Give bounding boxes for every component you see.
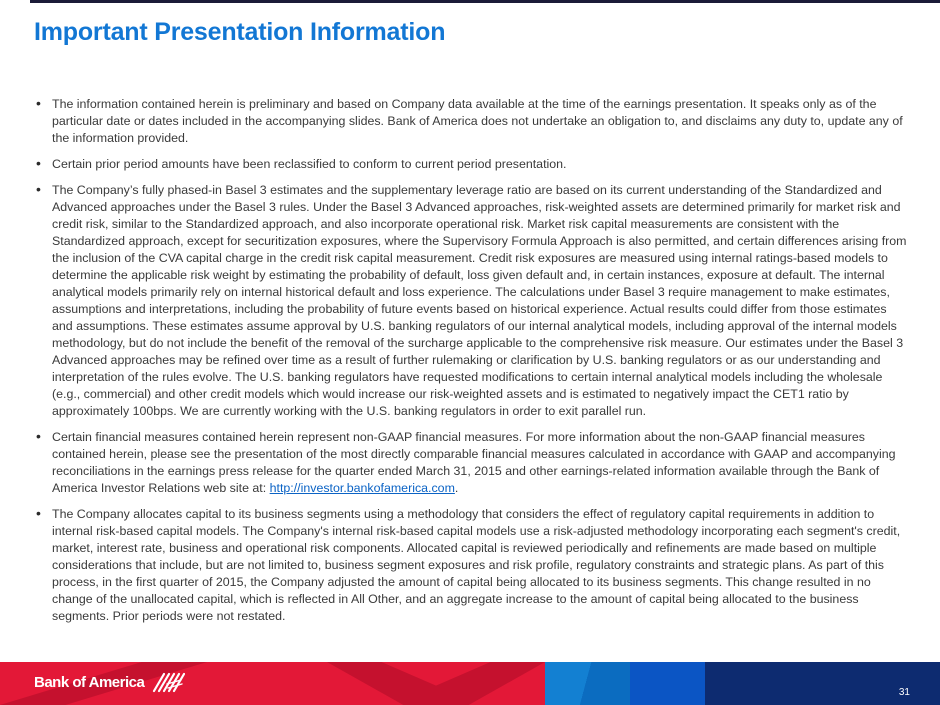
bullet-text: Certain prior period amounts have been reclassified to conform to current period presentation. (52, 157, 567, 171)
bullet-text: Certain financial measures contained herein represent non-GAAP financial measures. For more information about the non-GAAP financial measures contained herein, please see the presentation of the most directly comparable financial measures calculated in accordance with GAAP and accompanying reconciliations in the earnings press release for the quarter ended March 31, 2015 and other earnings-related information available through the Bank of America Investor Relations web site at: (52, 430, 896, 495)
flagscape-icon (151, 671, 185, 693)
bullet-icon: • (36, 155, 41, 171)
bullet-item (36, 429, 910, 497)
bullet-icon: • (36, 181, 41, 197)
logo-text: Bank of America (34, 673, 145, 691)
bullet-item (36, 182, 910, 420)
bullet-item (36, 96, 910, 147)
footer-blue-band-royal (630, 662, 705, 705)
bullet-list (36, 96, 910, 634)
bullet-text: . (454, 481, 459, 495)
top-accent-bar (30, 0, 940, 3)
bullet-text: The Company’s fully phased-in Basel 3 estimates and the supplementary leverage ratio are based on its current understanding of the Standardized and Advanced approaches under the Basel 3 rules. Under the Basel 3 Advanced approaches, risk-weighted assets are determined primarily for market risk and credit risk, similar to the Standardized approach, and also incorporate operational risk. Market risk capital measurements are consistent with the Standardized approach, except for securitization exposures, where the Supervisory Formula Approach is also permitted, and certain differences arising from the inclusion of the CVA capital charge in the credit risk capital measurement. Credit risk exposures are measured using internal ratings-based models to determine the applicable risk weight by estimating the probability of default, loss given default and, in certain instances, exposure at default. The internal analytical models primarily rely on internal historical default and loss experience. The calculations under Basel 3 require management to make estimates, assumptions and interpretations, including the probability of future events based on historical experience. Actual results could differ from those estimates and assumptions. These estimates assume approval by U.S. banking regulators of our internal analytical models, including approval of the internal models methodology, but do not include the benefit of the removal of the surcharge applicable to the comprehensive risk measure. Our estimates under the Basel 3 Advanced approaches may be refined over time as a result of further rulemaking or clarification by U.S. banking regulators or as our understanding and interpretation of the rules evolve. The U.S. banking regulators have requested modifications to certain internal analytical models including the wholesale (e.g., commercial) and other credit models which would increase our risk-weighted assets and is estimated to negatively impact the CET1 ratio by approximately 100bps. We are currently working with the U.S. banking regulators in order to exit parallel run. (52, 183, 907, 418)
bank-of-america-logo (34, 671, 185, 693)
bullet-icon: • (36, 95, 41, 111)
footer-navy-band (705, 662, 940, 705)
footer-blue-band-light (545, 662, 630, 705)
bullet-icon: • (36, 505, 41, 521)
footer-banner (0, 662, 940, 705)
bullet-item (36, 156, 910, 173)
bullet-item (36, 506, 910, 625)
investor-relations-link[interactable]: http://investor.bankofamerica.com (269, 481, 455, 495)
bullet-text: The Company allocates capital to its business segments using a methodology that considers the effect of regulatory capital requirements in addition to internal risk-based capital models. The Company's internal risk-based capital models use a risk-adjusted methodology incorporating each segment's credit, market, interest rate, business and operational risk components. Allocated capital is reviewed periodically and refinements are made based on multiple considerations that include, but are not limited to, business segment exposures and risk profile, regulatory constraints and strategic plans. As part of this process, in the first quarter of 2015, the Company adjusted the amount of capital being allocated to its business segments. This change resulted in no change of the unallocated capital, which is reflected in All Other, and an aggregate increase to the amount of capital being allocated to the business segments. Prior periods were not restated. (52, 507, 901, 623)
footer-red-band (0, 662, 545, 705)
bullet-text: The information contained herein is preliminary and based on Company data available at the time of the earnings presentation. It speaks only as of the particular date or dates included in the accompanying slides. Bank of America does not undertake an obligation to, and disclaims any duty to, update any of the information provided. (52, 97, 903, 145)
bullet-icon: • (36, 428, 41, 444)
page-number: 31 (898, 687, 910, 698)
page-title: Important Presentation Information (34, 18, 446, 46)
